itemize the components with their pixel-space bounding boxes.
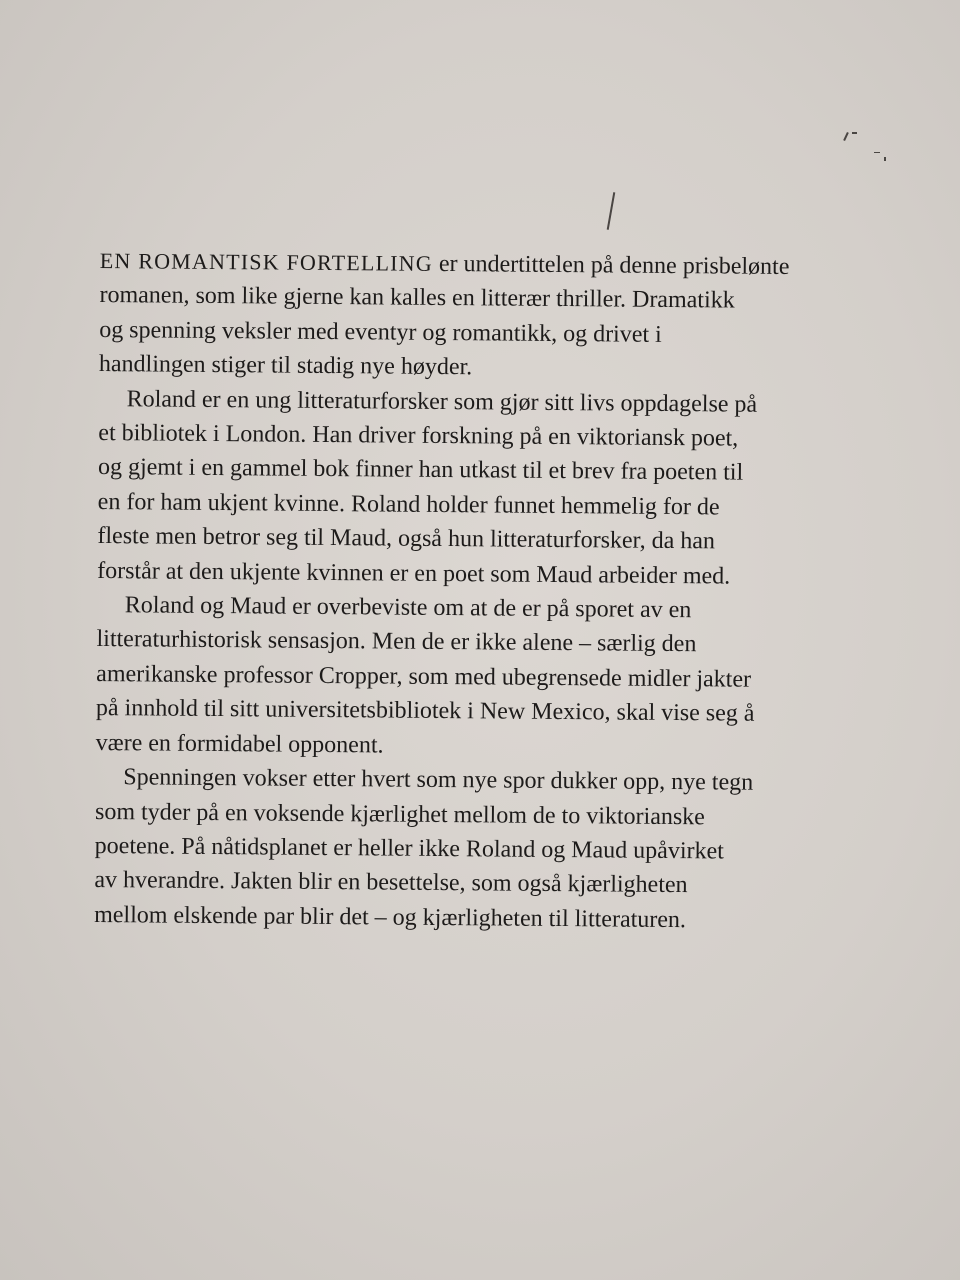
text-line: på innhold til sitt universitetsbibliotek i New Mexico, skal vise seg å: [95, 695, 755, 728]
text-line: forstår at den ukjente kvinnen er en poet som Maud arbeider med.: [97, 557, 731, 590]
text-line: poetene. På nåtidsplanet er heller ikke Roland og Maud upåvirket: [94, 832, 724, 865]
paragraph-suspense: [94, 760, 885, 939]
text-line: litteraturhistorisk sensasjon. Men de er ikke alene – særlig den: [96, 626, 697, 658]
pen-mark: [874, 152, 880, 153]
text-line: en for ham ukjent kvinne. Roland holder funnet hemmelig for de: [97, 488, 720, 521]
lead-in-smallcaps: EN ROMANTISK FORTELLING: [99, 247, 433, 276]
pen-mark: [852, 132, 857, 134]
text-line: og gjemt i en gammel bok finner han utkast til et brev fra poeten til: [97, 454, 744, 487]
paragraph-roland: [97, 382, 889, 595]
text-line-rest: er undertittelen på denne prisbelønte: [432, 250, 790, 281]
text-line: mellom elskende par blir det – og kjærligheten til litteraturen.: [94, 901, 687, 933]
text-line: fleste men betror seg til Maud, også hun litteraturforsker, da han: [97, 523, 716, 555]
pen-mark: [884, 157, 886, 161]
text-line: Spenningen vokser etter hvert som nye spor dukker opp, nye tegn: [123, 764, 754, 796]
text-line: som tyder på en voksende kjærlighet mellom de to viktorianske: [94, 798, 706, 830]
text-line: av hverandre. Jakten blir en besettelse, som også kjærligheten: [94, 867, 688, 899]
paragraph-sensation: [95, 588, 886, 767]
text-line: et bibliotek i London. Han driver forskning på en viktoriansk poet,: [98, 420, 739, 452]
text-line: være en formidabel opponent.: [95, 729, 384, 759]
text-line: Roland og Maud er overbeviste om at de er på sporet av en: [124, 592, 692, 624]
paragraph-intro: [99, 244, 890, 389]
book-description: [94, 244, 890, 939]
pen-mark: [607, 192, 616, 230]
text-line: amerikanske professor Cropper, som med ubegrensede midler jakter: [96, 660, 752, 693]
pen-mark: [843, 132, 849, 141]
text-line: Roland er en ung litteraturforsker som gjør sitt livs oppdagelse på: [126, 385, 758, 418]
text-line: handlingen stiger til stadig nye høyder.: [98, 351, 473, 381]
text-line: og spenning veksler med eventyr og romantikk, og drivet i: [99, 316, 662, 348]
text-line: romanen, som like gjerne kan kalles en litterær thriller. Dramatikk: [99, 282, 735, 314]
